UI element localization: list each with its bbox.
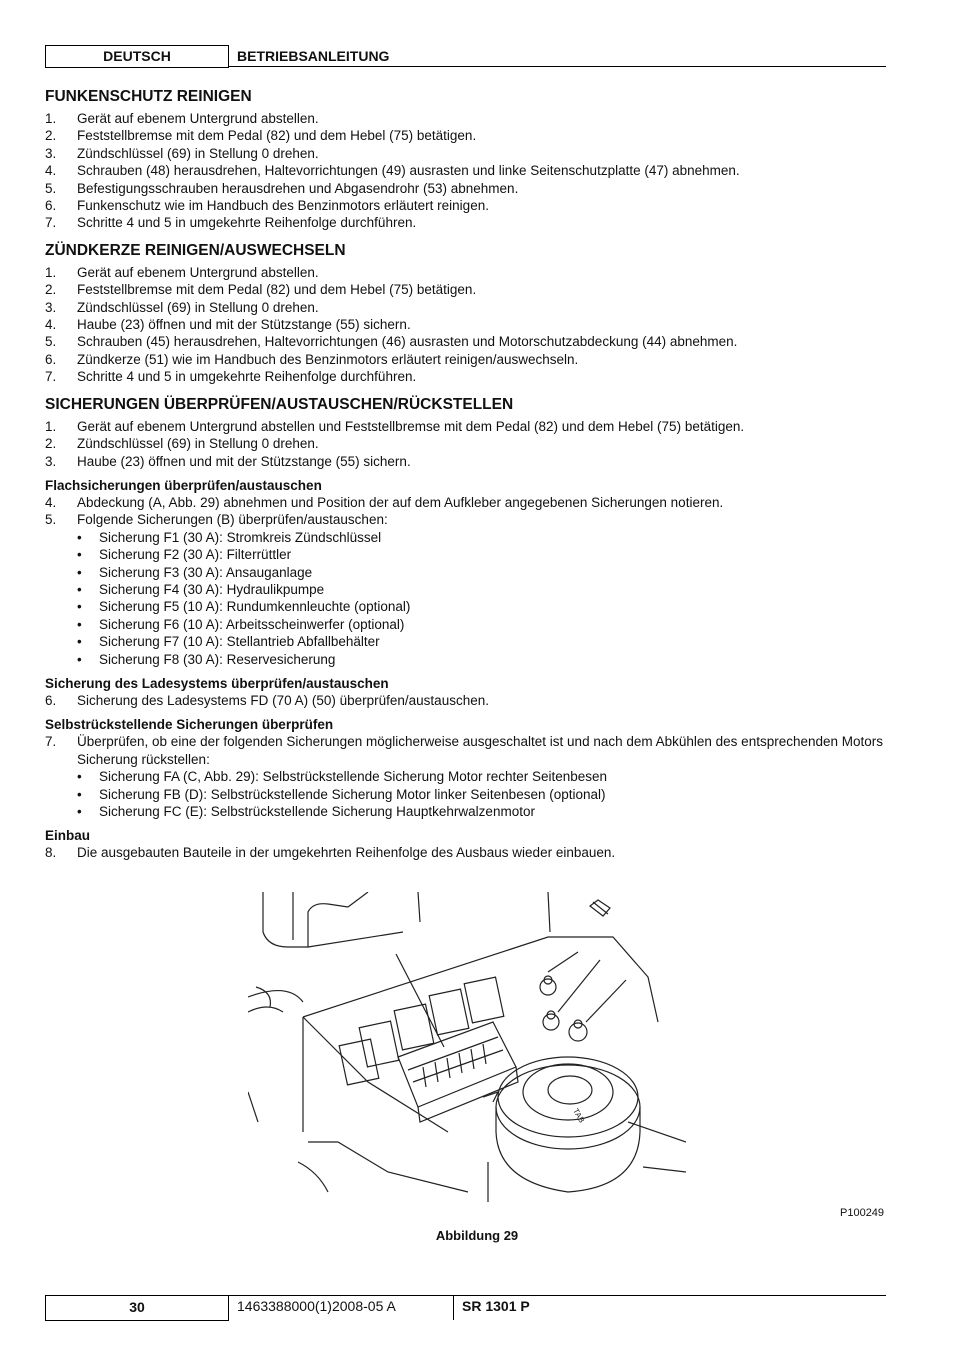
subsection [45, 478, 905, 668]
step-item [45, 418, 905, 435]
step-item [45, 351, 905, 368]
step-item [45, 511, 905, 528]
step-item [45, 110, 905, 127]
step-text: Gerät auf ebenem Untergrund abstellen. [77, 111, 319, 126]
fuse-box-illustration [248, 892, 686, 1202]
step-item [45, 368, 905, 385]
step-text: Abdeckung (A, Abb. 29) abnehmen und Position der auf dem Aufkleber angegebenen Sicherungen notieren. [77, 494, 724, 510]
subsection-title: Einbau [45, 828, 91, 844]
bullet-marker: • [77, 634, 82, 650]
step-text: Befestigungsschrauben herausdrehen und Abgasendrohr (53) abnehmen. [77, 180, 519, 196]
step-number: 6. [45, 351, 57, 367]
cap-label: TAB [571, 1106, 587, 1125]
bullet-text: Sicherung F7 (10 A): Stellantrieb Abfallbehälter [99, 634, 380, 650]
bullet-text: Sicherung F8 (30 A): Reservesicherung [99, 651, 336, 667]
bullet-item [45, 633, 905, 650]
step-item [45, 453, 905, 470]
header-doc-type: BETRIEBSANLEITUNG [237, 48, 390, 64]
bullet-text: Sicherung F5 (10 A): Rundumkennleuchte (optional) [99, 599, 411, 615]
step-text: Überprüfen, ob eine der folgenden Sicherungen möglicherweise ausgeschaltet ist und nach dem Abkühlen des entsprechenden Motors Sicherung rückstellen: [77, 734, 884, 767]
step-number: 5. [45, 334, 57, 350]
step-item [45, 435, 905, 452]
step-number: 4. [45, 317, 57, 333]
page-header [45, 45, 886, 67]
bullet-item [45, 564, 905, 581]
step-number: 1. [45, 418, 57, 434]
manual-content [45, 88, 905, 872]
step-item [45, 162, 905, 179]
step-number: 3. [45, 299, 57, 315]
bullet-marker: • [77, 564, 82, 580]
header-rule [228, 66, 886, 67]
subsection [45, 828, 905, 861]
step-number: 5. [45, 512, 57, 528]
step-item [45, 316, 905, 333]
section [45, 242, 905, 386]
footer-divider [453, 1295, 454, 1320]
bullet-text: Sicherung F1 (30 A): Stromkreis Zündschlüssel [99, 529, 382, 545]
step-number: 1. [45, 111, 57, 126]
subsection [45, 717, 905, 820]
bullet-marker: • [77, 599, 82, 615]
step-text: Zündkerze (51) wie im Handbuch des Benzinmotors erläutert reinigen/auswechseln. [77, 351, 579, 367]
step-text: Feststellbremse mit dem Pedal (82) und dem Hebel (75) betätigen. [77, 128, 477, 144]
bullet-marker: • [77, 769, 82, 785]
bullet-item [45, 546, 905, 563]
step-item [45, 333, 905, 350]
step-text: Zündschlüssel (69) in Stellung 0 drehen. [77, 145, 319, 161]
step-text: Gerät auf ebenem Untergrund abstellen und Feststellbremse mit dem Pedal (82) und dem Hebel (75) betätigen. [77, 418, 745, 434]
step-number: 2. [45, 128, 57, 144]
step-item [45, 494, 905, 511]
section-title: ZÜNDKERZE REINIGEN/AUSWECHSELN [45, 241, 346, 259]
step-item [45, 145, 905, 162]
figure-caption: Abbildung 29 [435, 1228, 519, 1243]
bullet-text: Sicherung F6 (10 A): Arbeitsscheinwerfer (optional) [99, 616, 405, 632]
step-number: 1. [45, 264, 57, 280]
step-number: 3. [45, 453, 57, 469]
bullet-item [45, 581, 905, 598]
bullet-text: Sicherung FA (C, Abb. 29): Selbstrückstellende Sicherung Motor rechter Seitenbesen [99, 769, 608, 785]
footer-doc-number: 1463388000(1)2008-05 A [237, 1298, 396, 1314]
step-item [45, 844, 905, 861]
footer-page-number: 30 [45, 1295, 229, 1321]
step-text: Funkenschutz wie im Handbuch des Benzinmotors erläutert reinigen. [77, 198, 489, 214]
bullet-item [45, 529, 905, 546]
section-title: SICHERUNGEN ÜBERPRÜFEN/AUSTAUSCHEN/RÜCKSTELLEN [45, 395, 514, 413]
step-item [45, 180, 905, 197]
step-number: 4. [45, 494, 57, 510]
bullet-marker: • [77, 547, 82, 563]
bullet-item [45, 768, 905, 785]
step-number: 3. [45, 145, 57, 161]
step-item [45, 299, 905, 316]
step-text: Zündschlüssel (69) in Stellung 0 drehen. [77, 436, 319, 452]
step-number: 2. [45, 436, 57, 452]
subsection [45, 676, 905, 709]
step-item [45, 127, 905, 144]
step-item [45, 733, 905, 768]
subsection-title: Selbstrückstellende Sicherungen überprüfen [45, 717, 334, 733]
bullet-item [45, 598, 905, 615]
bullet-text: Sicherung F3 (30 A): Ansauganlage [99, 564, 313, 580]
step-item [45, 214, 905, 231]
bullet-text: Sicherung FB (D): Selbstrückstellende Sicherung Motor linker Seitenbesen (optional) [99, 786, 606, 802]
step-text: Die ausgebauten Bauteile in der umgekehrten Reihenfolge des Ausbaus wieder einbauen. [77, 845, 616, 861]
subsection-title: Flachsicherungen überprüfen/austauschen [45, 477, 322, 493]
bullet-marker: • [77, 529, 82, 545]
section [45, 88, 905, 232]
figure-fuse-box [248, 892, 686, 1202]
bullet-marker: • [77, 581, 82, 597]
step-text: Gerät auf ebenem Untergrund abstellen. [77, 264, 319, 280]
header-language: DEUTSCH [45, 45, 229, 68]
step-number: 8. [45, 845, 57, 861]
bullet-item [45, 786, 905, 803]
step-item [45, 197, 905, 214]
bullet-item [45, 803, 905, 820]
step-item [45, 264, 905, 281]
bullet-marker: • [77, 651, 82, 667]
step-number: 4. [45, 163, 57, 179]
section-title: FUNKENSCHUTZ REINIGEN [45, 88, 252, 105]
step-text: Schrauben (48) herausdrehen, Haltevorrichtungen (49) ausrasten und linke Seitenschutzplatte (47) abnehmen. [77, 163, 740, 179]
step-number: 7. [45, 734, 57, 750]
step-number: 2. [45, 282, 57, 298]
bullet-text: Sicherung F4 (30 A): Hydraulikpumpe [99, 581, 325, 597]
bullet-item [45, 616, 905, 633]
step-text: Schritte 4 und 5 in umgekehrte Reihenfolge durchführen. [77, 215, 417, 231]
step-text: Haube (23) öffnen und mit der Stützstange (55) sichern. [77, 317, 411, 333]
step-item [45, 692, 905, 709]
bullet-marker: • [77, 804, 82, 819]
subsection-title: Sicherung des Ladesystems überprüfen/austauschen [45, 675, 389, 691]
step-number: 7. [45, 369, 57, 385]
step-number: 7. [45, 215, 57, 231]
bullet-marker: • [77, 616, 82, 632]
step-text: Schritte 4 und 5 in umgekehrte Reihenfolge durchführen. [77, 369, 417, 385]
step-number: 6. [45, 692, 57, 708]
step-text: Sicherung des Ladesystems FD (70 A) (50) überprüfen/austauschen. [77, 692, 489, 708]
bullet-text: Sicherung FC (E): Selbstrückstellende Sicherung Hauptkehrwalzenmotor [99, 804, 535, 819]
figure-code: P100249 [840, 1207, 885, 1219]
footer-model: SR 1301 P [462, 1298, 530, 1314]
step-number: 5. [45, 180, 57, 196]
step-text: Feststellbremse mit dem Pedal (82) und dem Hebel (75) betätigen. [77, 282, 477, 298]
section [45, 396, 905, 862]
step-text: Haube (23) öffnen und mit der Stützstange (55) sichern. [77, 453, 411, 469]
step-text: Zündschlüssel (69) in Stellung 0 drehen. [77, 299, 319, 315]
step-text: Schrauben (45) herausdrehen, Haltevorrichtungen (46) ausrasten und Motorschutzabdeckung (44) abnehmen. [77, 334, 738, 350]
step-number: 6. [45, 198, 57, 214]
bullet-text: Sicherung F2 (30 A): Filterrüttler [99, 547, 292, 563]
bullet-marker: • [77, 786, 82, 802]
step-text: Folgende Sicherungen (B) überprüfen/austauschen: [77, 512, 388, 528]
bullet-item [45, 651, 905, 668]
step-item [45, 281, 905, 298]
page-footer [45, 1295, 886, 1321]
